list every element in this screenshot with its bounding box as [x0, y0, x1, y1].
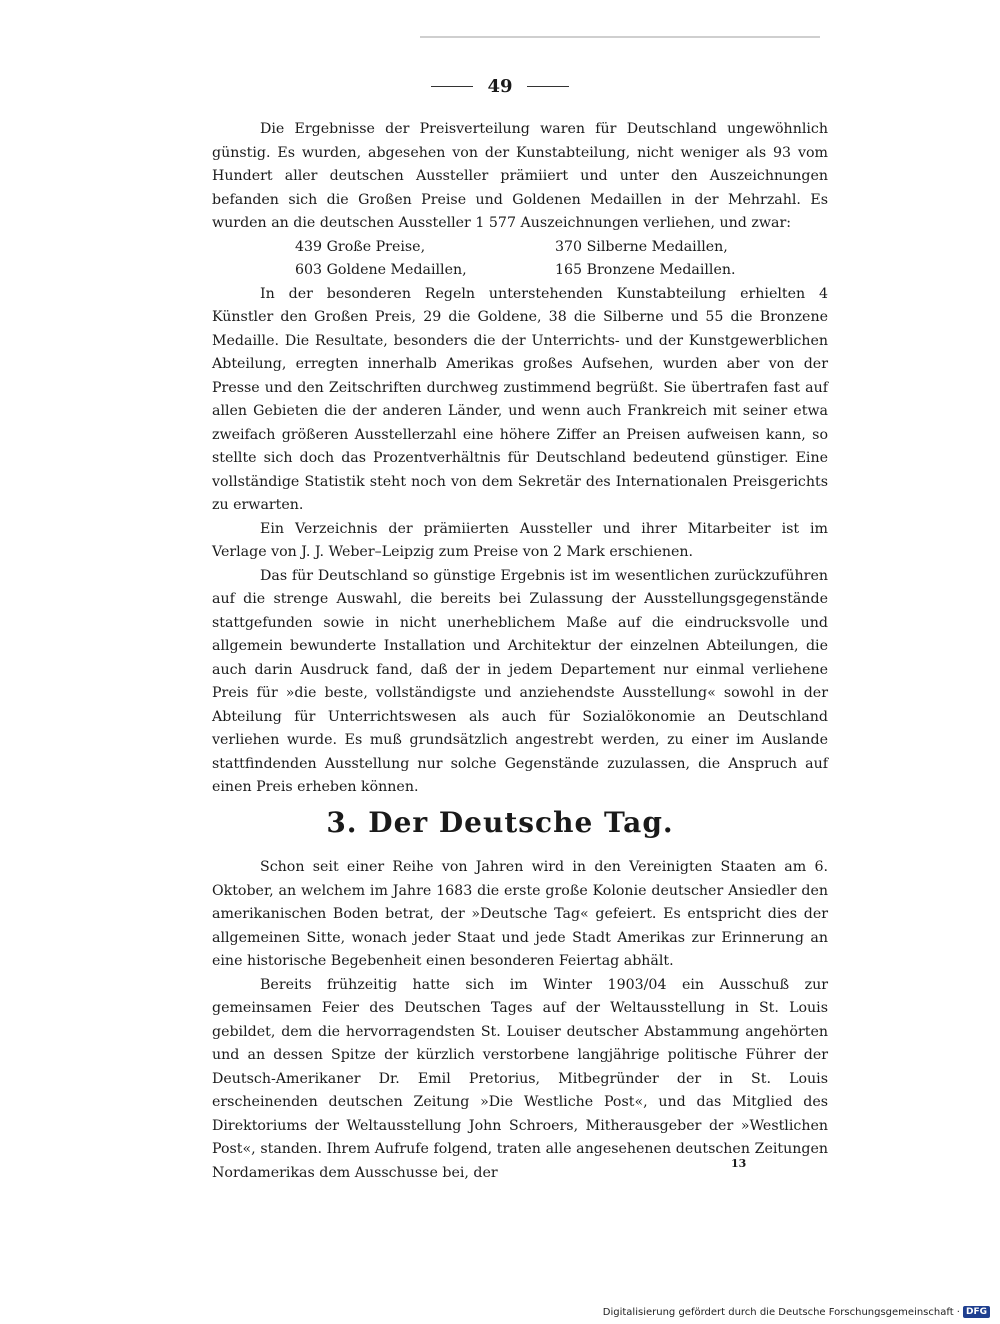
page-number-header [0, 76, 1000, 97]
section-1-body [212, 118, 828, 800]
award-item: 439 Große Preise, [295, 238, 426, 255]
dfg-logo: DFG [963, 1306, 990, 1318]
section-2-body [212, 856, 828, 1185]
paragraph: Bereits frühzeitig hatte sich im Winter 1903/04 ein Ausschuß zur gemeinsamen Feier des Deutschen Tages auf der Weltausstellung in St. Louis gebildet, dem die hervorragendsten St. Louiser deutscher Abstammung angehörten und an dessen Spitze der kürzlich verstorbene langjährige politische Führer der Deutsch-Amerikaner Dr. Emil Pretorius, Mitbegründer der in St. Louis erscheinenden deutschen Zeitung »Die Westliche Post«, und das Mitglied des Direktoriums der Weltausstellung John Schroers, Mitherausgeber der »Westlichen Post«, standen. Ihrem Aufrufe folgend, traten alle angesehenen deutschen Zeitungen Nordamerikas dem Ausschusse bei, der [212, 976, 828, 1181]
page-number: 49 [487, 76, 513, 97]
award-item: 603 Goldene Medaillen, [295, 262, 467, 278]
paragraph: Schon seit einer Reihe von Jahren wird in den Vereinigten Staaten am 6. Oktober, an welchem im Jahre 1683 die erste große Kolonie deutscher Ansiedler den amerikanischen Boden betrat, der »Deutsche Tag« gefeiert. Es entspricht dies der allgemeinen Sitte, wonach jeder Staat und jede Stadt Amerikas zur Erinnerung an eine historische Begebenheit einen besonderen Feiertag abhält. [212, 859, 828, 969]
awards-list [295, 236, 795, 283]
section-heading: 3. Der Deutsche Tag. [326, 806, 674, 839]
scan-artifact [420, 36, 820, 38]
paragraph: Das für Deutschland so günstige Ergebnis ist im wesentlichen zurückzuführen auf die strenge Auswahl, die bereits bei Zulassung der Ausstellungsgegenstände stattgefunden sowie in nicht unerheblichem Maße auf die eindrucksvolle und allgemein bewunderte Installation und Architektur der einzelnen Abteilungen, die auch darin Ausdruck fand, daß der in jedem Departement nur einmal verliehene Preis für »die beste, vollständigste und anziehendste Ausstellung« sowohl in der Abteilung für Unterrichtswesen als auch für Sozialökonomie an Deutschland verliehen wurde. Es muß grundsätzlich angestrebt werden, zu einer im Auslande stattfindenden Ausstellung nur solche Gegenstände zuzulassen, die Anspruch auf einen Preis erheben können. [212, 567, 828, 795]
digitization-footer [603, 1306, 990, 1318]
signature-mark: 13 [731, 1157, 747, 1170]
footer-text: Digitalisierung gefördert durch die Deutsche Forschungsgemeinschaft · [602, 1306, 960, 1318]
paragraph: Ein Verzeichnis der prämiierten Aussteller und ihrer Mitarbeiter ist im Verlage von J. J. Weber–Leipzig zum Preise von 2 Mark erschienen. [212, 520, 828, 560]
header-rule-right [527, 86, 569, 87]
paragraph: Die Ergebnisse der Preisverteilung waren für Deutschland ungewöhnlich günstig. Es wurden, abgesehen von der Kunstabteilung, nicht weniger als 93 vom Hundert aller deutschen Aussteller prämiiert und unter den Auszeichnungen befanden sich die Großen Preise und Goldenen Medaillen in der Mehrzahl. Es wurden an die deutschen Aussteller 1 577 Auszeichnungen verliehen, und zwar: [212, 121, 828, 231]
award-item: 165 Bronzene Medaillen. [555, 262, 736, 278]
header-rule-left [431, 86, 473, 87]
award-item: 370 Silberne Medaillen, [555, 238, 728, 255]
paragraph: In der besonderen Regeln unterstehenden Kunstabteilung erhielten 4 Künstler den Großen Preis, 29 die Goldene, 38 die Silberne und 55 die Bronzene Medaille. Die Resultate, besonders die der Unterrichts- und der Kunstgewerblichen Abteilung, erregten innerhalb Amerikas großes Aufsehen, wurden aber von der Presse und den Zeitschriften durchweg zustimmend begrüßt. Sie übertrafen fast auf allen Gebieten die der anderen Länder, und wenn auch Frankreich mit seiner etwa zweifach größeren Ausstellerzahl eine höhere Ziffer an Preisen aufweisen kann, so stellte sich doch das Prozentverhältnis für Deutschland bedeutend günstiger. Eine vollständige Statistik steht noch von dem Sekretär des Internationalen Preisgerichts zu erwarten. [212, 285, 828, 513]
